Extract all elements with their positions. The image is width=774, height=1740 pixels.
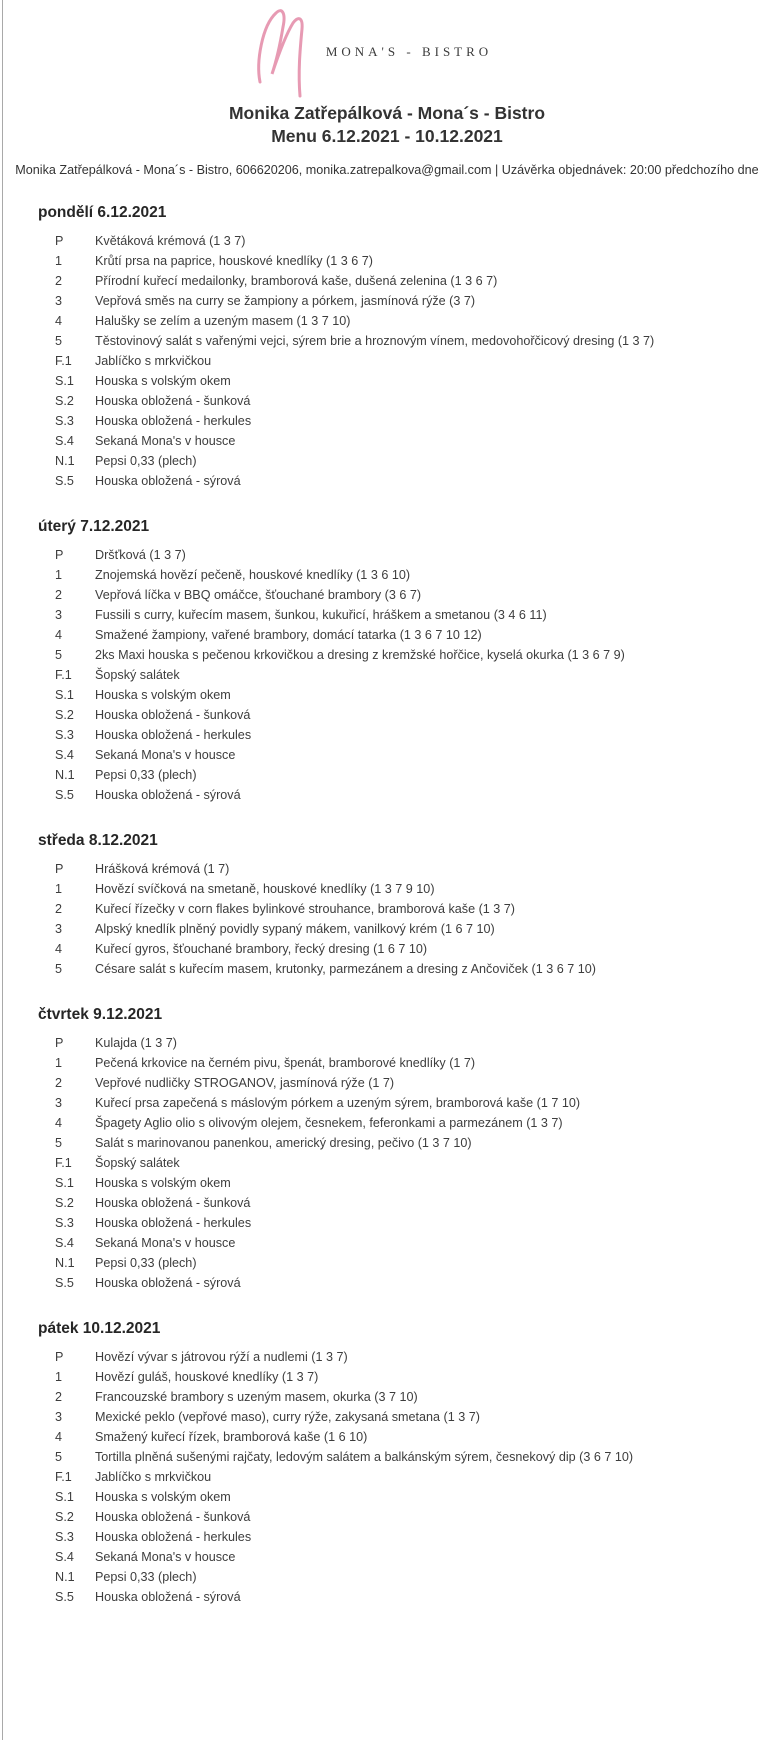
menu-item-name: Houska obložená - sýrová [95,474,241,488]
menu-row [0,471,774,491]
menu-item-code: 4 [55,314,63,328]
menu-item-name: Tortilla plněná sušenými rajčaty, ledovým salátem a balkánským sýrem, česnekový dip (3 6 7 10) [95,1450,634,1464]
menu-item-name: Hovězí svíčková na smetaně, houskové knedlíky (1 3 7 9 10) [95,882,435,896]
menu-item-code: N.1 [55,1256,75,1270]
menu-item-code: 5 [55,334,63,348]
menu-item-code: N.1 [55,768,75,782]
menu-item-code: 1 [55,568,63,582]
menu-item-name: Halušky se zelím a uzeným masem (1 3 7 10) [95,314,351,328]
menu-row [0,585,774,605]
day-heading: středa 8.12.2021 [38,832,158,849]
page-left-border [2,0,3,1740]
menu-item-code: S.1 [55,688,74,702]
menu-row [0,1073,774,1093]
menu-item-name: Houska s volským okem [95,374,231,388]
page-header [0,8,774,177]
menu-item-name: Vepřové nudličky STROGANOV, jasmínová rýže (1 7) [95,1076,395,1090]
menu-row [0,1053,774,1073]
menu-item-name: Šopský salátek [95,668,180,682]
menu-item-code: F.1 [55,668,72,682]
menu-item-code: 2 [55,274,63,288]
menu-item-code: P [55,1036,64,1050]
menu-item-name: Dršťková (1 3 7) [95,548,186,562]
menu-item-code: S.5 [55,788,74,802]
menu-item-code: 1 [55,1056,63,1070]
menu-item-code: S.3 [55,414,74,428]
menu-row [0,705,774,725]
day-rows [0,859,774,979]
menu-item-name: Sekaná Mona's v housce [95,1236,236,1250]
page-title [0,102,774,148]
menu-item-name: Houska obložená - šunková [95,708,251,722]
menu-item-code: P [55,234,64,248]
menu-row [0,939,774,959]
menu-item-name: Houska obložená - sýrová [95,1276,241,1290]
menu-row [0,1173,774,1193]
menu-row [0,919,774,939]
menu-item-code: 3 [55,1096,63,1110]
menu-item-code: 2 [55,1076,63,1090]
menu-item-name: Květáková krémová (1 3 7) [95,234,246,248]
menu-item-code: S.4 [55,1236,74,1250]
menu-item-name: Pepsi 0,33 (plech) [95,454,197,468]
menu-item-name: Houska obložená - sýrová [95,1590,241,1604]
menu-item-name: Přírodní kuřecí medailonky, bramborová kaše, dušená zelenina (1 3 6 7) [95,274,498,288]
menu-days [0,204,774,1607]
menu-item-code: 4 [55,1430,63,1444]
brand-text: MONA'S - BISTRO [325,44,493,59]
menu-item-name: Fussili s curry, kuřecím masem, šunkou, kukuřicí, hráškem a smetanou (3 4 6 11) [95,608,547,622]
menu-item-name: Houska obložená - herkules [95,1216,252,1230]
day-section [0,518,774,805]
menu-item-name: Špagety Aglio olio s olivovým olejem, česnekem, feferonkami a parmezánem (1 3 7) [95,1116,563,1130]
menu-row [0,1527,774,1547]
menu-item-name: Houska obložená - herkules [95,728,252,742]
menu-item-code: 3 [55,294,63,308]
day-section [0,1320,774,1607]
menu-item-name: Znojemská hovězí pečeně, houskové knedlíky (1 3 6 10) [95,568,411,582]
menu-item-code: P [55,548,64,562]
day-section [0,1006,774,1293]
menu-item-code: S.3 [55,1530,74,1544]
menu-item-name: 2ks Maxi houska s pečenou krkovičkou a dresing z kremžské hořčice, kyselá okurka (1 3 6 7 9) [95,648,625,662]
day-rows [0,545,774,805]
menu-item-code: F.1 [55,1470,72,1484]
menu-item-code: 1 [55,254,63,268]
menu-row [0,1507,774,1527]
menu-row [0,1367,774,1387]
menu-item-name: Houska s volským okem [95,1490,231,1504]
menu-item-name: Houska obložená - herkules [95,1530,252,1544]
menu-row [0,1427,774,1447]
menu-item-code: S.3 [55,728,74,742]
menu-item-code: 5 [55,962,63,976]
page-title-line1: Monika Zatřepálková - Mona´s - Bistro [228,103,546,123]
menu-row [0,451,774,471]
menu-row [0,231,774,251]
menu-item-code: S.3 [55,1216,74,1230]
day-heading: pátek 10.12.2021 [38,1320,161,1337]
day-section [0,204,774,491]
menu-item-code: S.5 [55,474,74,488]
menu-item-name: Pepsi 0,33 (plech) [95,1256,197,1270]
menu-item-code: S.2 [55,708,74,722]
menu-item-name: Pepsi 0,33 (plech) [95,768,197,782]
menu-item-code: 3 [55,608,63,622]
contact-line: Monika Zatřepálková - Mona´s - Bistro, 606620206, monika.zatrepalkova@gmail.com | Uzávěrka objednávek: 20:00 předchozího dne [15,163,759,177]
menu-row [0,565,774,585]
menu-row [0,1487,774,1507]
menu-row [0,1253,774,1273]
menu-item-code: 4 [55,942,63,956]
menu-item-code: P [55,862,64,876]
menu-item-code: 4 [55,628,63,642]
menu-row [0,1547,774,1567]
menu-item-name: Kulajda (1 3 7) [95,1036,177,1050]
menu-row [0,351,774,371]
menu-item-code: S.2 [55,394,74,408]
menu-item-code: 3 [55,922,63,936]
menu-item-code: S.5 [55,1276,74,1290]
menu-item-name: Hovězí vývar s játrovou rýží a nudlemi (1 3 7) [95,1350,348,1364]
menu-row [0,391,774,411]
menu-row [0,1153,774,1173]
menu-item-name: Smažené žampiony, vařené brambory, domácí tatarka (1 3 6 7 10 12) [95,628,482,642]
menu-item-code: N.1 [55,454,75,468]
menu-item-code: 2 [55,902,63,916]
menu-item-name: Hrášková krémová (1 7) [95,862,230,876]
menu-row [0,645,774,665]
menu-row [0,725,774,745]
menu-item-name: Jablíčko s mrkvičkou [95,1470,212,1484]
menu-row [0,1033,774,1053]
menu-row [0,765,774,785]
menu-item-name: Sekaná Mona's v housce [95,1550,236,1564]
menu-item-code: S.4 [55,1550,74,1564]
menu-row [0,1567,774,1587]
menu-item-name: Francouzské brambory s uzeným masem, okurka (3 7 10) [95,1390,418,1404]
menu-item-code: 4 [55,1116,63,1130]
menu-item-name: Sekaná Mona's v housce [95,434,236,448]
menu-row [0,879,774,899]
menu-row [0,1093,774,1113]
menu-item-name: Houska obložená - herkules [95,414,252,428]
menu-row [0,745,774,765]
menu-row [0,625,774,645]
day-heading: pondělí 6.12.2021 [38,204,167,221]
menu-row [0,1233,774,1253]
menu-item-name: Kuřecí gyros, šťouchané brambory, řecký dresing (1 6 7 10) [95,942,428,956]
menu-item-code: S.1 [55,1176,74,1190]
menu-item-name: Jablíčko s mrkvičkou [95,354,212,368]
menu-item-name: Kuřecí prsa zapečená s máslovým pórkem a uzeným sýrem, bramborová kaše (1 7 10) [95,1096,581,1110]
menu-item-code: S.1 [55,1490,74,1504]
logo-m-icon [252,6,314,98]
menu-item-code: S.5 [55,1590,74,1604]
menu-row [0,431,774,451]
menu-item-code: 1 [55,1370,63,1384]
menu-row [0,1587,774,1607]
menu-row [0,685,774,705]
menu-item-name: Césare salát s kuřecím masem, krutonky, parmezánem a dresing z Ančoviček (1 3 6 7 10) [95,962,596,976]
menu-row [0,271,774,291]
menu-row [0,1407,774,1427]
day-heading: úterý 7.12.2021 [38,518,150,535]
menu-item-code: N.1 [55,1570,75,1584]
menu-row [0,311,774,331]
day-rows [0,1347,774,1607]
menu-item-name: Smažený kuřecí řízek, bramborová kaše (1 6 10) [95,1430,368,1444]
menu-item-name: Houska s volským okem [95,1176,231,1190]
menu-item-code: 5 [55,648,63,662]
menu-row [0,605,774,625]
menu-item-name: Salát s marinovanou panenkou, americký dresing, pečivo (1 3 7 10) [95,1136,472,1150]
menu-item-name: Alpský knedlík plněný povidly sypaný mákem, vanilkový krém (1 6 7 10) [95,922,495,936]
menu-item-name: Houska obložená - sýrová [95,788,241,802]
menu-row [0,1213,774,1233]
page-title-line2: Menu 6.12.2021 - 10.12.2021 [271,126,503,146]
menu-row [0,899,774,919]
menu-item-name: Hovězí guláš, houskové knedlíky (1 3 7) [95,1370,319,1384]
menu-item-name: Krůtí prsa na paprice, houskové knedlíky (1 3 6 7) [95,254,373,268]
menu-item-name: Sekaná Mona's v housce [95,748,236,762]
menu-row [0,1113,774,1133]
menu-item-code: 2 [55,588,63,602]
menu-item-name: Houska obložená - šunková [95,1510,251,1524]
menu-item-code: S.4 [55,434,74,448]
menu-row [0,1193,774,1213]
menu-item-name: Kuřecí řízečky v corn flakes bylinkové strouhance, bramborová kaše (1 3 7) [95,902,515,916]
menu-item-name: Houska obložená - šunková [95,1196,251,1210]
menu-item-code: S.1 [55,374,74,388]
menu-row [0,785,774,805]
menu-item-code: S.2 [55,1196,74,1210]
menu-item-name: Houska obložená - šunková [95,394,251,408]
menu-item-name: Mexické peklo (vepřové maso), curry rýže, zakysaná smetana (1 3 7) [95,1410,480,1424]
menu-row [0,1447,774,1467]
menu-row [0,545,774,565]
menu-item-code: P [55,1350,64,1364]
menu-item-code: F.1 [55,354,72,368]
day-rows [0,231,774,491]
menu-row [0,1133,774,1153]
menu-row [0,959,774,979]
menu-item-code: F.1 [55,1156,72,1170]
menu-row [0,411,774,431]
day-heading: čtvrtek 9.12.2021 [38,1006,163,1023]
menu-row [0,251,774,271]
menu-item-code: S.2 [55,1510,74,1524]
menu-item-code: 1 [55,882,63,896]
menu-row [0,331,774,351]
menu-item-name: Vepřová líčka v BBQ omáčce, šťouchané brambory (3 6 7) [95,588,422,602]
day-rows [0,1033,774,1293]
menu-row [0,371,774,391]
menu-item-code: 3 [55,1410,63,1424]
menu-row [0,1347,774,1367]
menu-item-name: Těstovinový salát s vařenými vejci, sýrem brie a hroznovým vínem, medovohořčicový dresing (1 3 7) [95,334,655,348]
menu-item-code: 5 [55,1450,63,1464]
menu-item-name: Pepsi 0,33 (plech) [95,1570,197,1584]
menu-item-name: Pečená krkovice na černém pivu, špenát, bramborové knedlíky (1 7) [95,1056,476,1070]
menu-item-name: Vepřová směs na curry se žampiony a pórkem, jasmínová rýže (3 7) [95,294,476,308]
menu-item-code: 5 [55,1136,63,1150]
menu-item-name: Šopský salátek [95,1156,180,1170]
bistro-logo [0,8,774,96]
menu-row [0,1467,774,1487]
menu-row [0,291,774,311]
menu-row [0,1387,774,1407]
menu-item-name: Houska s volským okem [95,688,231,702]
menu-row [0,1273,774,1293]
menu-item-code: 2 [55,1390,63,1404]
menu-item-code: S.4 [55,748,74,762]
menu-row [0,859,774,879]
day-section [0,832,774,979]
menu-row [0,665,774,685]
